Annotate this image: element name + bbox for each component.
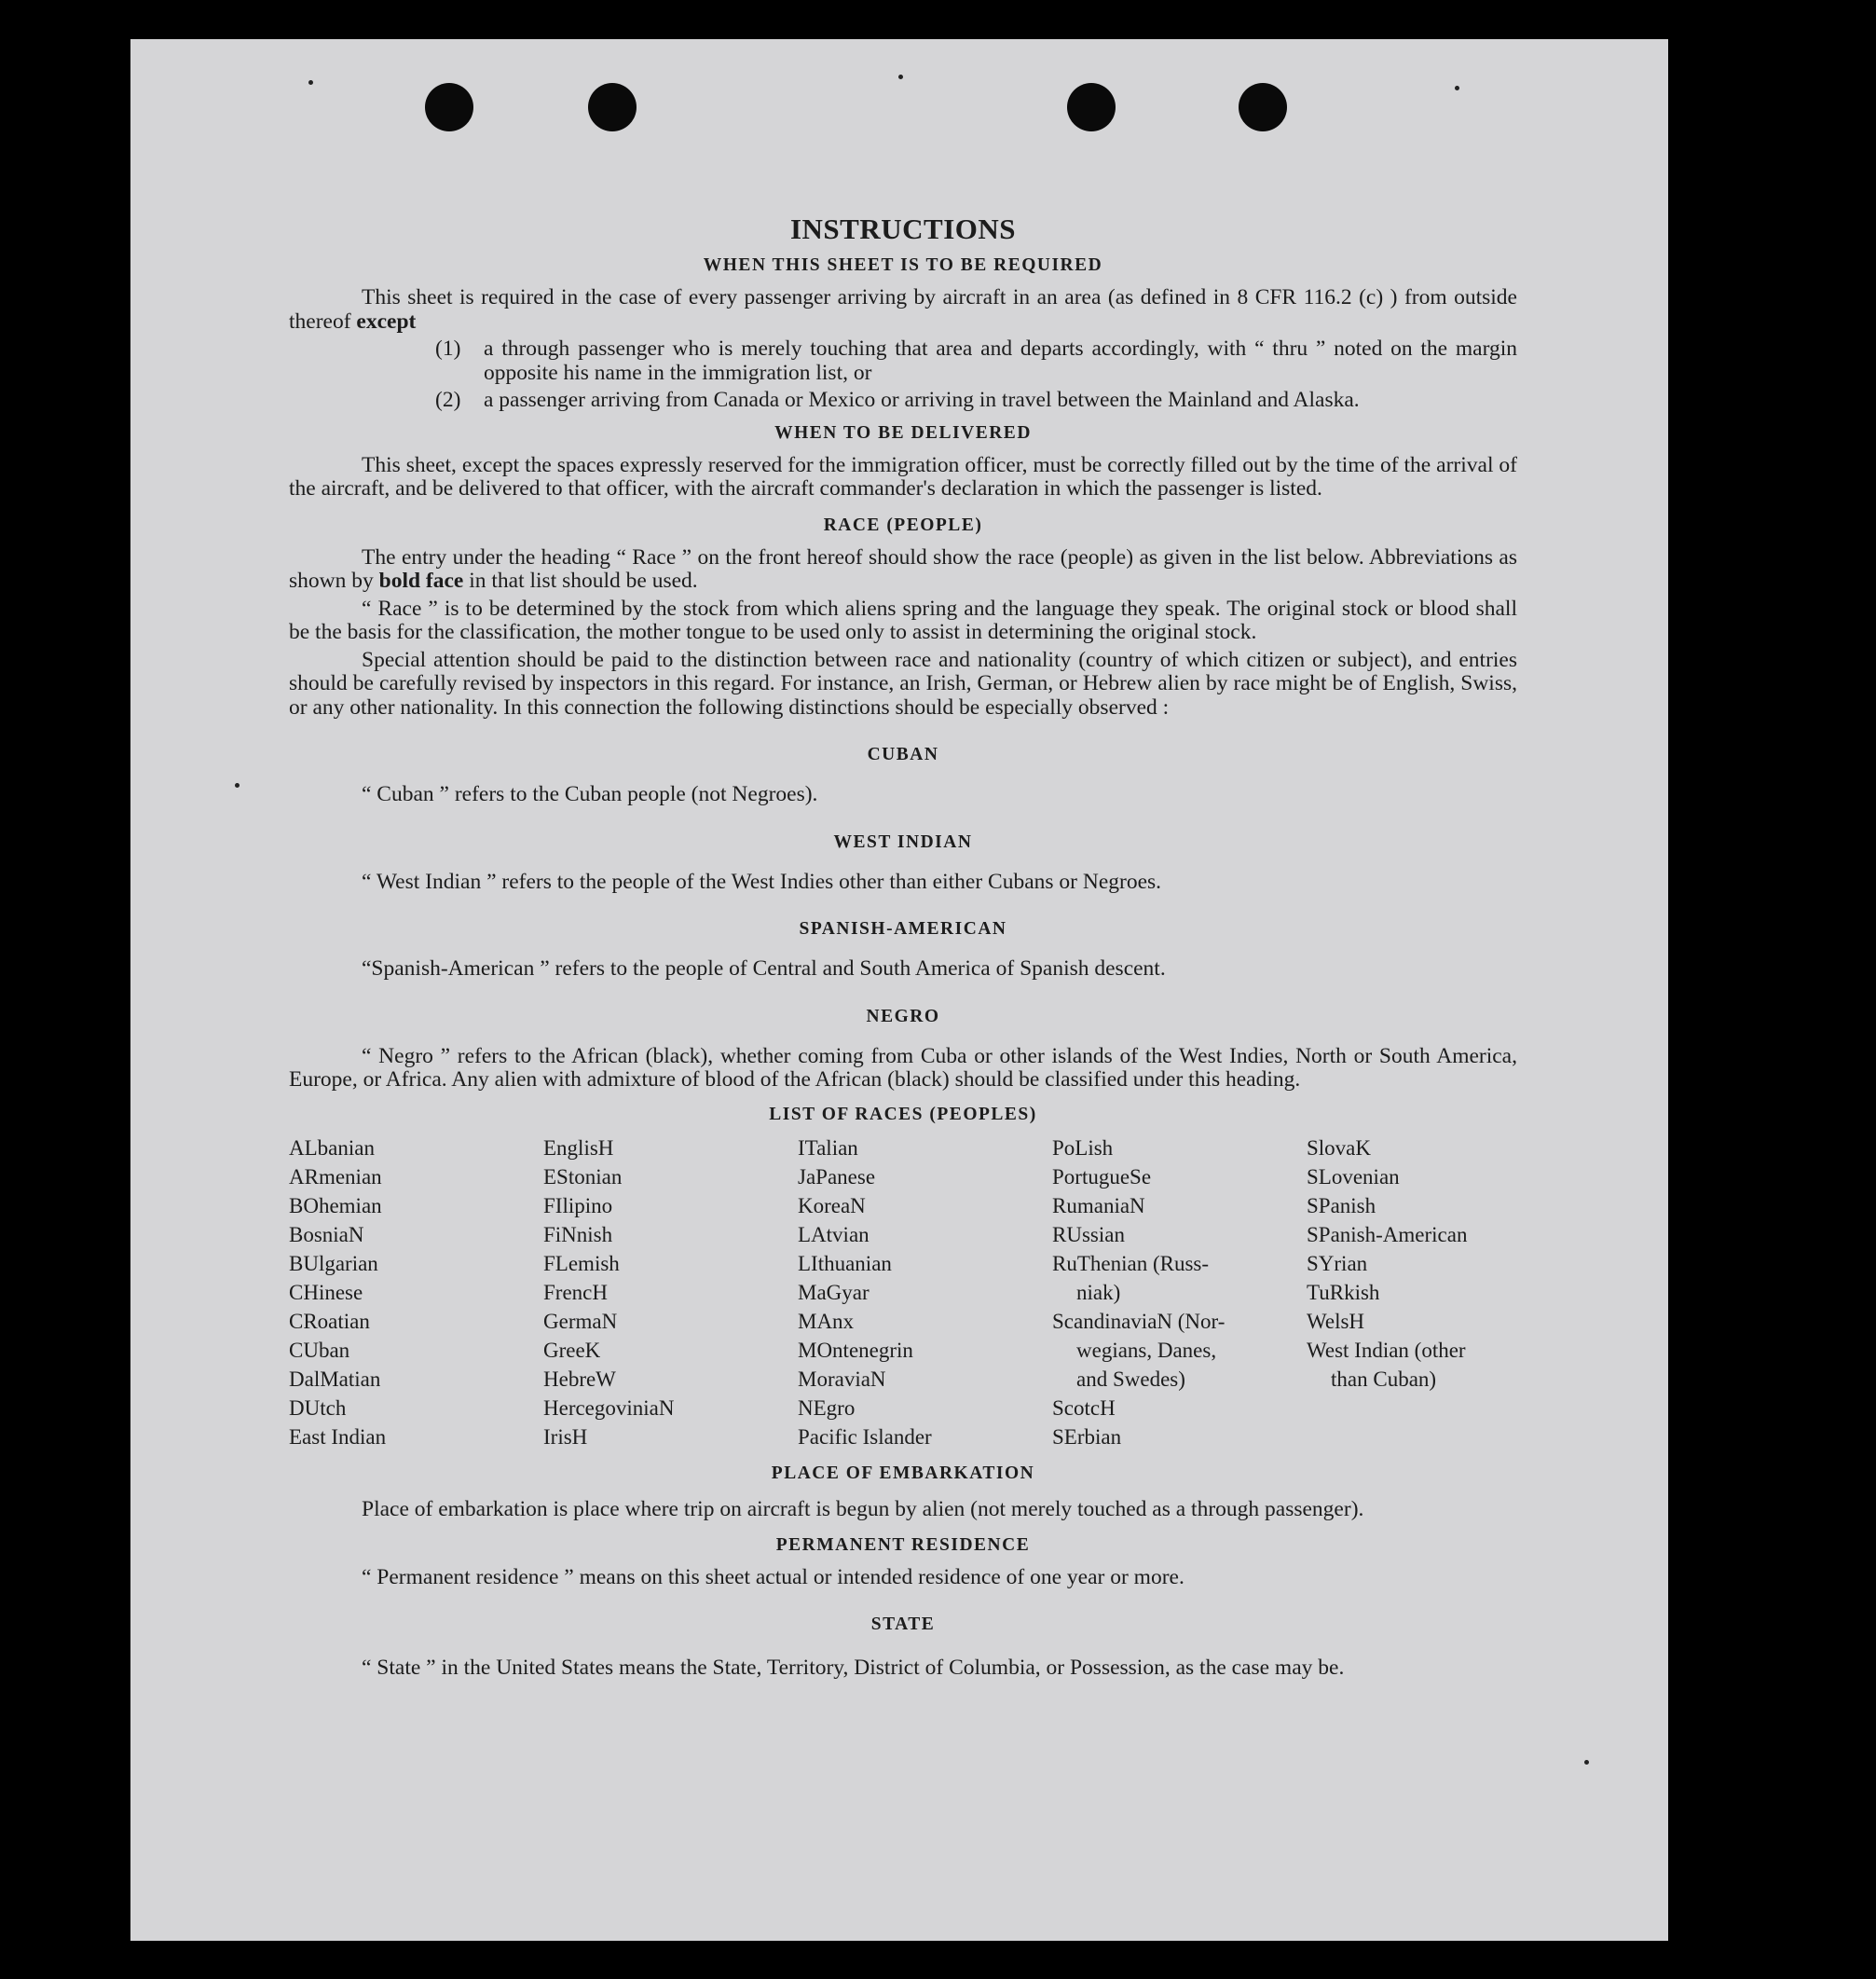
race-item: RumaniaN <box>1052 1193 1145 1217</box>
race-item: HebreW <box>543 1367 616 1391</box>
race-item: than Cuban) <box>1331 1367 1437 1391</box>
race-item: FLemish <box>543 1251 620 1275</box>
list-of-races <box>289 1134 1517 1451</box>
race-item: EnglisH <box>543 1135 614 1160</box>
race-item: niak) <box>1076 1280 1121 1304</box>
exception-item: (1) a through passenger who is merely touching that area and departs accordingly, with “ thru ” noted on the margin opposite his name in the immigration list, or <box>435 337 1517 385</box>
race-item: FiNnish <box>543 1222 613 1246</box>
cuban-text: “ Cuban ” refers to the Cuban people (not Negroes). <box>362 782 818 806</box>
race-item: TuRkish <box>1307 1280 1380 1304</box>
race-item: BosniaN <box>289 1222 364 1246</box>
race-item: LIthuanian <box>798 1251 892 1275</box>
races-column-2 <box>543 1134 798 1451</box>
race-item: SPanish <box>1307 1193 1376 1217</box>
race-item: MOntenegrin <box>798 1338 913 1362</box>
race-item: West Indian (other <box>1307 1338 1466 1362</box>
heading-state: STATE <box>870 1615 936 1634</box>
race-item: GreeK <box>543 1338 601 1362</box>
punch-hole <box>588 83 637 131</box>
heading-when-required: WHEN THIS SHEET IS TO BE REQUIRED <box>703 255 1103 275</box>
race-item: CHinese <box>289 1280 363 1304</box>
heading-cuban: CUBAN <box>867 745 939 764</box>
race-item: CRoatian <box>289 1309 370 1333</box>
race-item: PoLish <box>1052 1135 1114 1160</box>
race-item: FrencH <box>543 1280 608 1304</box>
race-item: EStonian <box>543 1164 623 1189</box>
race-item: LAtvian <box>798 1222 870 1246</box>
speck <box>235 783 240 788</box>
speck <box>1455 86 1459 90</box>
race-item: RUssian <box>1052 1222 1125 1246</box>
race-item: NEgro <box>798 1395 856 1420</box>
race-item: DUtch <box>289 1395 347 1420</box>
race-item: PortugueSe <box>1052 1164 1152 1189</box>
race-item: MaGyar <box>798 1280 870 1304</box>
race-item: East Indian <box>289 1424 387 1449</box>
heading-permanent-residence: PERMANENT RESIDENCE <box>775 1534 1031 1555</box>
race-item: WelsH <box>1307 1309 1365 1333</box>
race-item: ARmenian <box>289 1164 382 1189</box>
race-item: Pacific Islander <box>798 1424 932 1449</box>
heading-spanish-american: SPANISH-AMERICAN <box>799 919 1007 939</box>
race-item: SlovaK <box>1307 1135 1371 1160</box>
race-item: CUban <box>289 1338 350 1362</box>
race-item: KoreaN <box>798 1193 866 1217</box>
exception-item: (2) a passenger arriving from Canada or Mexico or arriving in travel between the Mainland and Alaska. <box>435 388 1360 412</box>
speck <box>1584 1760 1589 1765</box>
heading-list-of-races: LIST OF RACES (PEOPLES) <box>769 1104 1037 1124</box>
race-item: HercegoviniaN <box>543 1395 675 1420</box>
race-item: FIlipino <box>543 1193 613 1217</box>
speck <box>308 80 313 85</box>
race-item: ScandinaviaN (Nor- <box>1052 1309 1226 1333</box>
punch-hole <box>1067 83 1116 131</box>
document-sheet <box>130 39 1668 1941</box>
page-title: INSTRUCTIONS <box>789 213 1016 245</box>
heading-when-delivered: WHEN TO BE DELIVERED <box>774 422 1032 443</box>
speck <box>898 75 903 79</box>
race-item: SLovenian <box>1307 1164 1400 1189</box>
race-item: MoraviaN <box>798 1367 886 1391</box>
race-item: JaPanese <box>798 1164 876 1189</box>
race-item: BUlgarian <box>289 1251 378 1275</box>
race-item: and Swedes) <box>1076 1367 1185 1391</box>
spanish-american-text: “Spanish-American ” refers to the people of Central and South America of Spanish descent. <box>362 956 1166 981</box>
race-item: IrisH <box>543 1424 588 1449</box>
race-item: SYrian <box>1307 1251 1368 1275</box>
race-paragraph-2: “ Race ” is to be determined by the stock from which aliens spring and the language they speak. The original stock or blood shall be the basis for the classification, the mother tongue to be used only to assist in determining the original stock. <box>289 596 1517 644</box>
heading-race: RACE (PEOPLE) <box>823 515 983 535</box>
state-text: “ State ” in the United States means the State, Territory, District of Columbia, or Possession, as the case may be. <box>362 1656 1345 1680</box>
race-item: wegians, Danes, <box>1076 1338 1217 1362</box>
embarkation-text: Place of embarkation is place where trip on aircraft is begun by alien (not merely touched as a through passenger). <box>362 1496 1364 1521</box>
instructions-content <box>289 174 1517 1684</box>
required-intro: This sheet is required in the case of every passenger arriving by aircraft in an area (as defined in 8 CFR 116.2 (c) ) from outside thereof except <box>289 285 1517 334</box>
race-item: ALbanian <box>289 1135 375 1160</box>
residence-text: “ Permanent residence ” means on this sheet actual or intended residence of one year or more. <box>362 1564 1184 1589</box>
races-column-4 <box>1052 1134 1307 1451</box>
races-column-3 <box>798 1134 1052 1451</box>
heading-embarkation: PLACE OF EMBARKATION <box>771 1463 1035 1483</box>
race-item: DalMatian <box>289 1367 381 1391</box>
heading-west-indian: WEST INDIAN <box>833 831 973 852</box>
race-item: ITalian <box>798 1135 858 1160</box>
race-item: ScotcH <box>1052 1395 1116 1420</box>
race-item: BOhemian <box>289 1193 382 1217</box>
delivered-text: This sheet, except the spaces expressly reserved for the immigration officer, must be correctly filled out by the time of the arrival of the aircraft, and be delivered to that officer, with the aircraft commander's declaration in which the passenger is listed. <box>289 452 1517 501</box>
race-item: RuThenian (Russ- <box>1052 1251 1210 1275</box>
west-indian-text: “ West Indian ” refers to the people of the West Indies other than either Cubans or Negroes. <box>362 869 1162 894</box>
negro-text: “ Negro ” refers to the African (black), whether coming from Cuba or other islands of the West Indies, North or South America, Europe, or Africa. Any alien with admixture of blood of the African (black) should be classified under this heading. <box>289 1043 1517 1092</box>
race-item: MAnx <box>798 1309 855 1333</box>
race-item: SErbian <box>1052 1424 1122 1449</box>
races-column-5 <box>1307 1134 1517 1451</box>
race-paragraph-1: The entry under the heading “ Race ” on the front hereof should show the race (people) as given in the list below. Abbreviations as shown by bold face in that list should be used. <box>289 544 1517 593</box>
heading-negro: NEGRO <box>866 1006 940 1026</box>
race-item: GermaN <box>543 1309 618 1333</box>
race-item: SPanish-American <box>1307 1222 1468 1246</box>
punch-hole <box>425 83 473 131</box>
races-column-1 <box>289 1134 543 1451</box>
race-paragraph-3: Special attention should be paid to the distinction between race and nationality (country of which citizen or subject), and entries should be carefully revised by inspectors in this regard. For instance, an Irish, German, or Hebrew alien by race might be of English, Swiss, or any other nationality. In this connection the following distinctions should be especially observed : <box>289 647 1517 720</box>
punch-hole <box>1239 83 1287 131</box>
